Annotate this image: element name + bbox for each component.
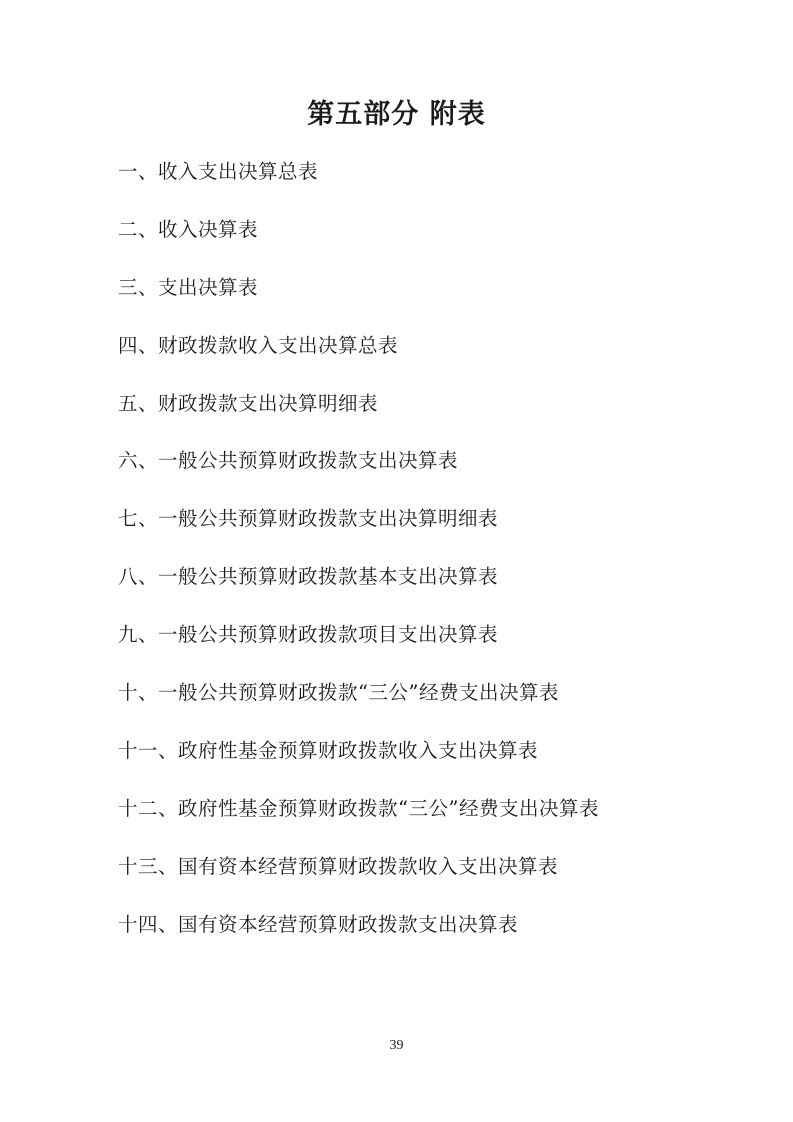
list-item: 九、一般公共预算财政拨款项目支出决算表 [118, 623, 499, 647]
list-item: 十三、国有资本经营预算财政拨款收入支出决算表 [118, 854, 559, 878]
page-number: 39 [389, 1038, 404, 1053]
list-item: 八、一般公共预算财政拨款基本支出决算表 [118, 565, 499, 589]
table-of-contents [118, 160, 718, 970]
list-item: 十一、政府性基金预算财政拨款收入支出决算表 [118, 738, 539, 762]
list-item: 十、一般公共预算财政拨款“三公”经费支出决算表 [118, 681, 559, 705]
list-item: 一、收入支出决算总表 [118, 160, 319, 183]
list-item: 五、财政拨款支出决算明细表 [118, 391, 379, 415]
list-item: 四、财政拨款收入支出决算总表 [118, 333, 399, 357]
list-item: 十四、国有资本经营预算财政拨款支出决算表 [118, 912, 519, 936]
page-title: 第五部分 附表 [307, 99, 486, 130]
list-item: 二、收入决算表 [118, 217, 259, 241]
list-item: 七、一般公共预算财政拨款支出决算明细表 [118, 507, 499, 531]
list-item: 十二、政府性基金预算财政拨款“三公”经费支出决算表 [118, 796, 599, 820]
list-item: 三、支出决算表 [118, 275, 259, 299]
list-item: 六、一般公共预算财政拨款支出决算表 [118, 449, 459, 473]
